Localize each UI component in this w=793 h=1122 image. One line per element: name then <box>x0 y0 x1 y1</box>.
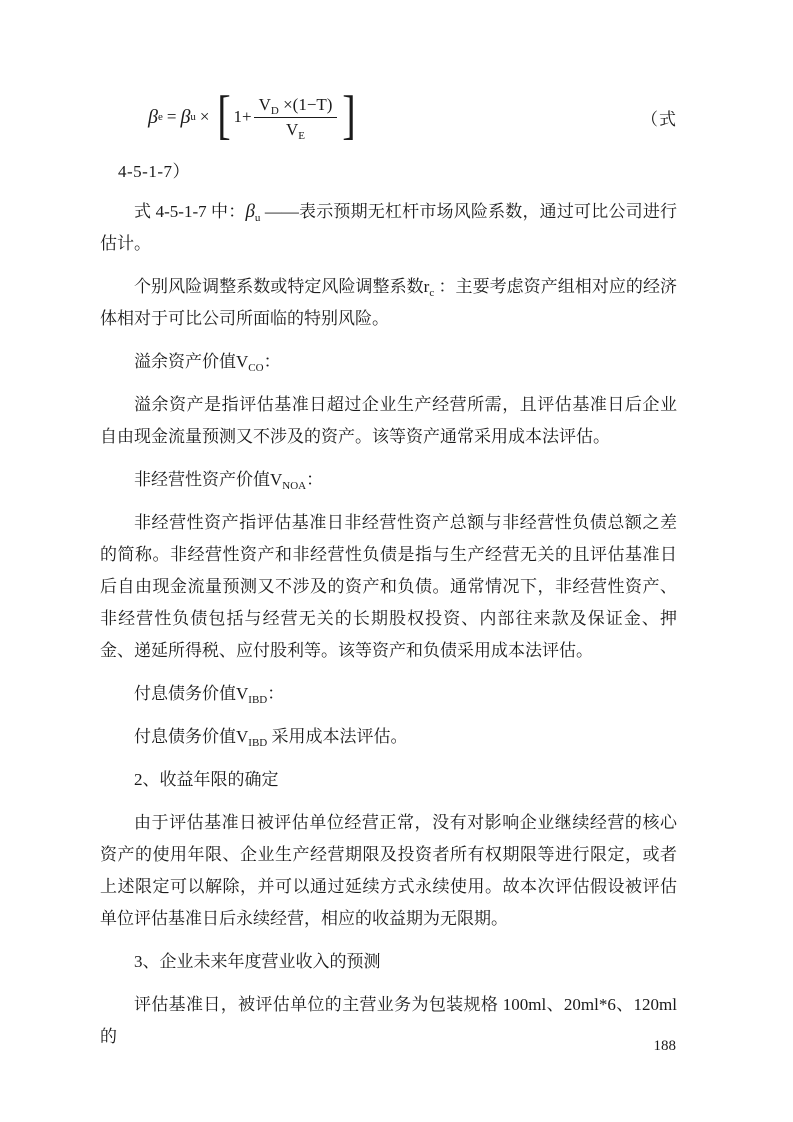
formula-times: × <box>199 107 210 126</box>
para-beta-u-definition: 式 4-5-1-7 中：$\beta_u$ ——表示预期无杠杆市场风险系数，通过可比公司进行估计。 <box>100 201 678 253</box>
para-non-operating-asset-heading: 非经营性资产价值$V_{NOA}$： <box>134 470 324 492</box>
para-interest-bearing-debt-body: 付息债务价值$V_{IBD}$ 采用成本法评估。 <box>134 727 408 749</box>
para-section-2-body: 由于评估基准日被评估单位经营正常，没有对影响企业继续经营的核心资产的使用年限、企业生产经营期限及投资者所有权期限等进行限定，或者上述限定可以解除，并可以通过延续方式永续使用。故本次评估假设被评估单位评估基准日后永续经营，相应的收益期为无限期。 <box>100 813 677 928</box>
formula-num-sub: D <box>270 104 279 117</box>
document-content <box>100 84 677 1064</box>
document-body <box>100 196 677 1053</box>
para-section-3-heading: 3、企业未来年度营业收入的预测 <box>134 952 381 971</box>
formula-num-base: V <box>258 94 271 114</box>
equation-label-open: （式 <box>641 109 677 129</box>
page-number: 188 <box>653 1038 676 1054</box>
formula-num-rest: ×(1−T) <box>283 94 333 114</box>
para-section-2-heading: 2、收益年限的确定 <box>134 770 279 789</box>
formula-den-sub: E <box>298 129 306 142</box>
formula-numerator <box>254 95 338 118</box>
formula-den-base: V <box>286 119 299 139</box>
para-surplus-asset-heading: 溢余资产价值$V_{CO}$： <box>134 352 281 374</box>
para-interest-bearing-debt-heading: 付息债务价值$V_{IBD}$： <box>134 684 285 706</box>
formula-lhs-beta: β <box>148 105 158 128</box>
formula-open-bracket: [ <box>216 85 231 145</box>
para-specific-risk-coefficient: 个别风险调整系数或特定风险调整系数$r_c$ ：主要考虑资产组相对应的经济体相对于可比公司所面临的特别风险。 <box>100 277 677 328</box>
formula-one-plus: 1+ <box>233 107 252 126</box>
para-surplus-asset-body: 溢余资产是指评估基准日超过企业生产经营所需，且评估基准日后企业自由现金流量预测又不涉及的资产。该等资产通常采用成本法评估。 <box>100 395 677 446</box>
para-non-operating-asset-body: 非经营性资产指评估基准日非经营性资产总额与非经营性负债总额之差的简称。非经营性资产和非经营性负债是指与生产经营无关的且评估基准日后自由现金流量预测又不涉及的资产和负债。通常情况下，非经营性资产、非经营性负债包括与经营无关的长期股权投资、内部往来款及保证金、押金、递延所得税、应付股利等。该等资产和负债采用成本法评估。 <box>100 513 677 660</box>
para-section-3-body: 评估基准日，被评估单位的主营业务为包装规格 100ml、20ml*6、120ml 的 <box>100 995 677 1046</box>
beta-leverage-formula: β e = β u × [ 1+ $\frac{V_D \times(1-T)}{V_E}$ ] <box>148 85 357 145</box>
equation-label-continuation: 4-5-1-7） <box>118 162 190 181</box>
formula-denominator <box>286 118 305 140</box>
formula-rhs-beta: β <box>180 105 191 128</box>
formula-fraction <box>254 95 338 140</box>
formula-equals: = <box>166 107 177 126</box>
formula-close-bracket: ] <box>342 85 357 145</box>
formula-row <box>100 84 677 150</box>
